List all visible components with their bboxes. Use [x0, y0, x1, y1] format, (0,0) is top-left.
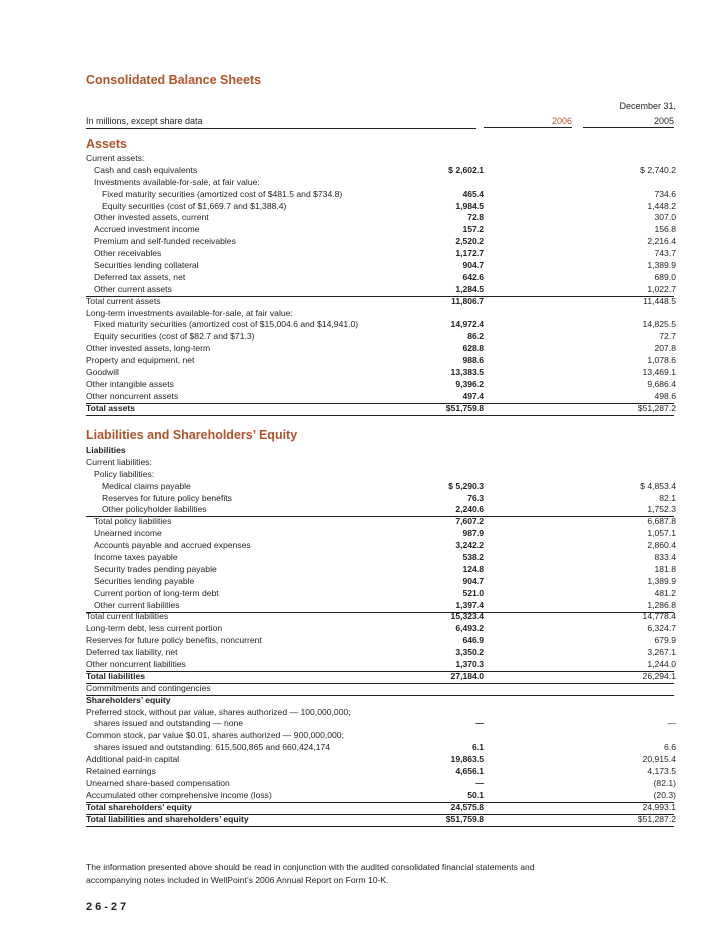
value-2005: 1,389.9 [647, 260, 676, 271]
value-2006: 6.1 [472, 742, 484, 753]
row-label: Current assets: [86, 153, 145, 163]
value-2006: 4,656.1 [455, 766, 484, 777]
value-2006: 24,575.8 [450, 801, 484, 812]
value-2006: 904.7 [462, 260, 484, 271]
value-2006: 1,172.7 [455, 248, 484, 259]
value-2006: 19,863.5 [450, 754, 484, 765]
table-row [86, 367, 676, 379]
table-row [86, 331, 676, 343]
rule-line [86, 814, 674, 815]
row-label: Deferred tax liability, net [86, 647, 178, 658]
table-row [86, 402, 676, 415]
value-2006: 497.4 [462, 390, 484, 401]
value-2006: 1,984.5 [455, 200, 484, 211]
row-label: Reserves for future policy benefits [102, 492, 232, 503]
rule-line [86, 403, 674, 404]
table-row [86, 260, 676, 272]
value-2005: 1,078.6 [647, 355, 676, 366]
value-2005: 1,752.3 [647, 504, 676, 515]
value-2006: 1,284.5 [455, 283, 484, 294]
table-row [86, 492, 676, 505]
row-label: Other intangible assets [86, 378, 174, 389]
table-row [86, 611, 676, 623]
value-2005: 6,324.7 [647, 623, 676, 634]
table-row [86, 540, 676, 552]
rule-line [86, 612, 674, 613]
row-label: Other policyholder liabilities [102, 504, 207, 515]
value-2005: 4,173.5 [647, 766, 676, 777]
liabilities-table [86, 445, 676, 826]
rule-line [86, 683, 674, 684]
table-row [86, 599, 676, 612]
value-2006: 2,520.2 [455, 236, 484, 247]
row-label: Investments available-for-sale, at fair value: [94, 176, 260, 187]
value-2006: — [475, 718, 484, 729]
table-row [86, 754, 676, 766]
assets-section-title: Assets [86, 137, 127, 151]
row-label: Equity securities (cost of $1,669.7 and $1,388.4) [102, 200, 287, 211]
row-label: Commitments and contingencies [86, 682, 211, 693]
table-row [86, 177, 574, 189]
table-row [86, 248, 676, 260]
value-2005: 833.4 [654, 552, 676, 563]
value-2005: (20.3) [653, 789, 676, 800]
table-row [86, 188, 676, 201]
table-row [86, 224, 676, 236]
table-row [86, 766, 676, 778]
footnote: The information presented above should be read in conjunction with the audited consolidated financial statements and accompanying notes included in WellPoint’s 2006 Annual Report on Form 10-K. [86, 862, 535, 885]
table-row [86, 295, 676, 308]
value-2005: 14,825.5 [642, 319, 676, 330]
table-row [86, 801, 676, 814]
table-row [86, 469, 574, 481]
row-label: Other noncurrent liabilities [86, 659, 186, 670]
value-2006: 646.9 [462, 635, 484, 646]
row-label: Other current liabilities [94, 599, 180, 610]
row-label: Total assets [86, 402, 136, 413]
value-2006: 11,806.7 [451, 295, 484, 306]
table-row [86, 200, 676, 213]
rule-line [86, 826, 674, 827]
table-row [86, 164, 676, 177]
table-row [86, 516, 676, 528]
table-row [86, 813, 676, 826]
value-2005: 13,469.1 [642, 367, 676, 378]
row-label: Other noncurrent assets [86, 390, 179, 401]
row-label: Securities lending collateral [94, 260, 199, 271]
rule-line [86, 415, 674, 416]
units-label: In millions, except share data [86, 116, 203, 126]
value-2005: $ 2,740.2 [640, 164, 676, 175]
value-2005: 734.6 [654, 188, 676, 199]
value-2005: 1,286.8 [647, 599, 676, 610]
value-2006: $51,759.8 [445, 813, 484, 824]
value-2006: 9,396.2 [455, 378, 484, 389]
header-rule [86, 128, 476, 129]
row-label: Policy liabilities: [94, 468, 155, 479]
value-2005: 3,267.1 [647, 647, 676, 658]
row-label: Security trades pending payable [94, 563, 217, 574]
table-row [86, 635, 676, 647]
page-number: 26-27 [86, 901, 130, 913]
row-label: Long-term debt, less current portion [86, 623, 223, 634]
row-label: Total current assets [86, 295, 161, 306]
row-label: Total liabilities and shareholders’ equity [86, 813, 249, 824]
row-label: shares issued and outstanding — none [94, 718, 244, 729]
row-label: Unearned share-based compensation [86, 777, 230, 788]
table-header [86, 113, 674, 127]
row-label: Current liabilities: [86, 456, 152, 467]
row-label: Retained earnings [86, 766, 156, 777]
row-label: Liabilities [86, 445, 126, 455]
table-row [86, 789, 676, 802]
assets-table [86, 153, 676, 415]
value-2006: 15,323.4 [450, 611, 484, 622]
value-2006: $51,759.8 [445, 402, 484, 413]
row-label: Accumulated other comprehensive income (loss) [86, 789, 272, 800]
row-label: Reserves for future policy benefits, noncurrent [86, 635, 262, 646]
table-row [86, 528, 676, 540]
row-label: Other invested assets, current [94, 212, 209, 223]
value-2005: 2,216.4 [647, 236, 676, 247]
table-row [86, 390, 676, 403]
row-label: Accrued investment income [94, 224, 200, 235]
value-2006: 3,350.2 [455, 647, 484, 658]
table-row [86, 659, 676, 671]
value-2005: 20,915.4 [642, 754, 676, 765]
value-2005: — [667, 718, 676, 729]
page-title: Consolidated Balance Sheets [86, 73, 262, 87]
value-2005: 1,057.1 [647, 528, 676, 539]
value-2006: 521.0 [462, 587, 484, 598]
value-2005: 14,778.4 [642, 611, 676, 622]
value-2006: 76.3 [467, 492, 484, 503]
value-2006: 27,184.0 [450, 670, 484, 681]
table-row [86, 343, 676, 355]
table-row [86, 563, 676, 576]
value-2005: $51,287.2 [637, 813, 676, 824]
value-2006: 988.6 [462, 355, 484, 366]
row-label: Medical claims payable [102, 480, 191, 491]
table-row [86, 670, 676, 683]
row-label: Total shareholders’ equity [86, 801, 192, 812]
year-2006-header: 2006 [484, 116, 572, 128]
value-2006: 50.1 [467, 789, 484, 800]
value-2005: 2,860.4 [647, 540, 676, 551]
value-2006: 628.8 [462, 343, 484, 354]
row-label: Fixed maturity securities (amortized cost of $15,004.6 and $14,941.0) [94, 319, 359, 330]
table-row [86, 695, 574, 707]
value-2006: 1,397.4 [455, 599, 484, 610]
row-label: Income taxes payable [94, 552, 178, 563]
value-2006: 14,972.4 [450, 319, 484, 330]
rule-line [86, 802, 674, 803]
value-2005: 689.0 [654, 271, 676, 282]
value-2006: 538.2 [462, 552, 484, 563]
value-2005: 1,448.2 [647, 200, 676, 211]
table-row [86, 575, 676, 588]
value-2006: $ 2,602.1 [448, 164, 484, 175]
table-row [86, 153, 574, 165]
value-2005: 9,686.4 [647, 378, 676, 389]
table-row [86, 212, 676, 224]
value-2006: 6,493.2 [455, 623, 484, 634]
row-label: Total current liabilities [86, 611, 169, 622]
table-row [86, 707, 574, 719]
value-2006: 124.8 [462, 563, 484, 574]
value-2005: 72.7 [659, 331, 676, 342]
row-label: Additional paid-in capital [86, 754, 180, 765]
row-label: Cash and cash equivalents [94, 164, 198, 175]
table-row [86, 730, 574, 742]
row-label: shares issued and outstanding: 615,500,865 and 660,424,174 [94, 742, 331, 753]
row-label: Fixed maturity securities (amortized cost of $481.5 and $734.8) [102, 188, 343, 199]
row-label: Common stock, par value $0.01, shares authorized — 900,000,000; [86, 730, 344, 741]
value-2005: (82.1) [653, 777, 676, 788]
row-label: Securities lending payable [94, 575, 195, 586]
value-2006: 157.2 [462, 224, 484, 235]
value-2005: 24,993.1 [642, 801, 676, 812]
value-2005: 1,389.9 [647, 575, 676, 586]
row-label: Current portion of long-term debt [94, 587, 219, 598]
value-2006: — [475, 777, 484, 788]
value-2005: 1,244.0 [647, 659, 676, 670]
row-label: Total liabilities [86, 670, 146, 681]
table-row [86, 308, 574, 320]
table-row [86, 587, 676, 600]
value-2005: 679.9 [654, 635, 676, 646]
value-2005: $51,287.2 [637, 402, 676, 413]
value-2005: 498.6 [654, 390, 676, 401]
value-2006: 3,242.2 [455, 540, 484, 551]
table-row [86, 623, 676, 635]
row-label: Long-term investments available-for-sale, at fair value: [86, 307, 293, 318]
row-label: Total policy liabilities [94, 516, 172, 527]
row-label: Unearned income [94, 528, 162, 539]
value-2006: 2,240.6 [455, 504, 484, 515]
value-2005: 11,448.5 [643, 295, 676, 306]
table-row [86, 271, 676, 284]
date-label: December 31, [619, 101, 676, 111]
table-row [86, 777, 676, 790]
value-2005: 6.6 [664, 742, 676, 753]
value-2005: 6,687.8 [647, 516, 676, 527]
row-label: Preferred stock, without par value, shares authorized — 100,000,000; [86, 706, 351, 717]
value-2006: 1,370.3 [455, 659, 484, 670]
value-2006: 72.8 [467, 212, 484, 223]
table-row [86, 457, 574, 469]
table-row [86, 319, 676, 331]
table-row [86, 742, 676, 754]
row-label: Accounts payable and accrued expenses [94, 540, 251, 551]
liabilities-section-title: Liabilities and Shareholders’ Equity [86, 428, 298, 442]
row-label: Deferred tax assets, net [94, 271, 186, 282]
table-row [86, 236, 676, 248]
value-2005: 743.7 [654, 248, 676, 259]
rule-line [86, 516, 674, 517]
value-2005: 481.2 [654, 587, 676, 598]
table-row [86, 718, 676, 730]
year-2005-header: 2005 [583, 116, 674, 128]
value-2006: 465.4 [462, 188, 484, 199]
value-2005: 207.8 [654, 343, 676, 354]
value-2006: 7,607.2 [455, 516, 484, 527]
row-label: Equity securities (cost of $82.7 and $71.3) [94, 331, 255, 342]
row-label: Other current assets [94, 283, 172, 294]
rule-line [86, 296, 674, 297]
value-2005: 181.8 [654, 563, 676, 574]
row-label: Shareholders’ equity [86, 694, 171, 705]
rule-line [86, 695, 674, 696]
table-row [86, 480, 676, 493]
value-2005: 82.1 [659, 492, 676, 503]
table-row [86, 552, 676, 564]
value-2005: 1,022.7 [647, 283, 676, 294]
row-label: Property and equipment, net [86, 355, 195, 366]
table-row [86, 647, 676, 659]
table-row [86, 283, 676, 296]
value-2005: 26,294.1 [642, 670, 676, 681]
value-2006: 642.6 [462, 271, 484, 282]
value-2005: 156.8 [654, 224, 676, 235]
value-2006: 904.7 [462, 575, 484, 586]
value-2005: 307.0 [654, 212, 676, 223]
value-2006: 86.2 [467, 331, 484, 342]
value-2006: 987.9 [462, 528, 484, 539]
value-2006: $ 5,290.3 [448, 480, 484, 491]
value-2006: 13,383.5 [450, 367, 484, 378]
table-row [86, 378, 676, 391]
table-row [86, 683, 574, 695]
row-label: Goodwill [86, 367, 119, 378]
rule-line [86, 671, 674, 672]
table-row [86, 355, 676, 367]
table-row [86, 445, 574, 457]
value-2005: $ 4,853.4 [640, 480, 676, 491]
row-label: Other receivables [94, 248, 162, 259]
table-row [86, 504, 676, 516]
row-label: Other invested assets, long-term [86, 343, 211, 354]
row-label: Premium and self-funded receivables [94, 236, 236, 247]
